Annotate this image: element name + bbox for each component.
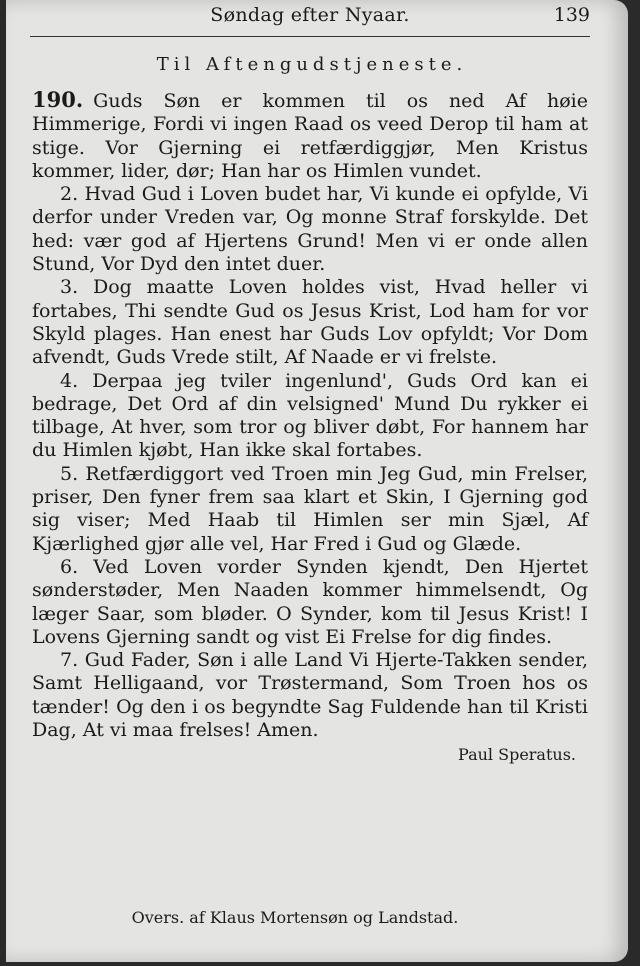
hymn-verse-4: 4. Derpaa jeg tviler ingenlund', Guds Ord kan ei bedrage, Det Ord af din velsigned' Mund Du rykker ei tilbage, At hver, som tror og bliver døbt, For hannem har du Himlen kjøbt, Han ikke skal fortabes. bbox=[32, 369, 588, 462]
hymn-number: 190. bbox=[32, 87, 84, 112]
hymn-text bbox=[32, 88, 588, 767]
page-header bbox=[30, 0, 590, 37]
hymn-verse-5: 5. Retfærdiggort ved Troen min Jeg Gud, min Frelser, priser, Den fyner frem saa klart et Skin, I Gjerning god sig viser; Med Haab til Himlen ser min Sjæl, Af Kjærlighed gjør alle vel, Har Fred i Gud og Glæde. bbox=[32, 462, 588, 555]
verse-text: Guds Søn er kommen til os ned Af høie Himmerige, Fordi vi ingen Raad os veed Derop til ham at stige. Vor Gjerning ei retfærdiggjør, Men Kristus kommer, lider, dør; Han har os Himlen vundet. bbox=[32, 90, 588, 182]
hymn-verse-7: 7. Gud Fader, Søn i alle Land Vi Hjerte-Takken sender, Samt Helligaand, vor Trøstermand, Som Troen hos os tænder! Og den i os begyndte Sag Fuldende han til Kristi Dag, At vi maa frelses! Amen. bbox=[32, 649, 588, 742]
running-title: Søndag efter Nyaar. bbox=[210, 4, 410, 26]
hymn-verse-2: 2. Hvad Gud i Loven budet har, Vi kunde ei opfylde, Vi derfor under Vreden var, Og monne Straf forskylde. Det hed: vær god af Hjertens Grund! Men vi er onde allen Stund, Vor Dyd den intet duer. bbox=[32, 183, 588, 276]
hymn-author: Paul Speratus. bbox=[458, 745, 576, 765]
book-page bbox=[6, 0, 628, 962]
hymn-verse-3: 3. Dog maatte Loven holdes vist, Hvad heller vi fortabes, Thi sendte Gud os Jesus Krist, Lod ham for vor Skyld plages. Han enest har Guds Lov opfyldt; Vor Dom afvendt, Guds Vrede stilt, Af Naade er vi frelste. bbox=[32, 276, 588, 369]
section-title: Til Aftengudstjeneste. bbox=[156, 54, 468, 75]
translator-credit: Overs. af Klaus Mortensøn og Landstad. bbox=[131, 908, 459, 927]
hymn-verse-6: 6. Ved Loven vorder Synden kjendt, Den Hjertet sønderstøder, Men Naaden kommer himmelsendt, Og læger Saar, som bløder. O Synder, kom til Jesus Krist! I Lovens Gjerning sandt og vist Ei Frelse for dig findes. bbox=[32, 555, 588, 648]
hymn-verse-1 bbox=[32, 88, 588, 183]
page-number: 139 bbox=[553, 4, 590, 26]
